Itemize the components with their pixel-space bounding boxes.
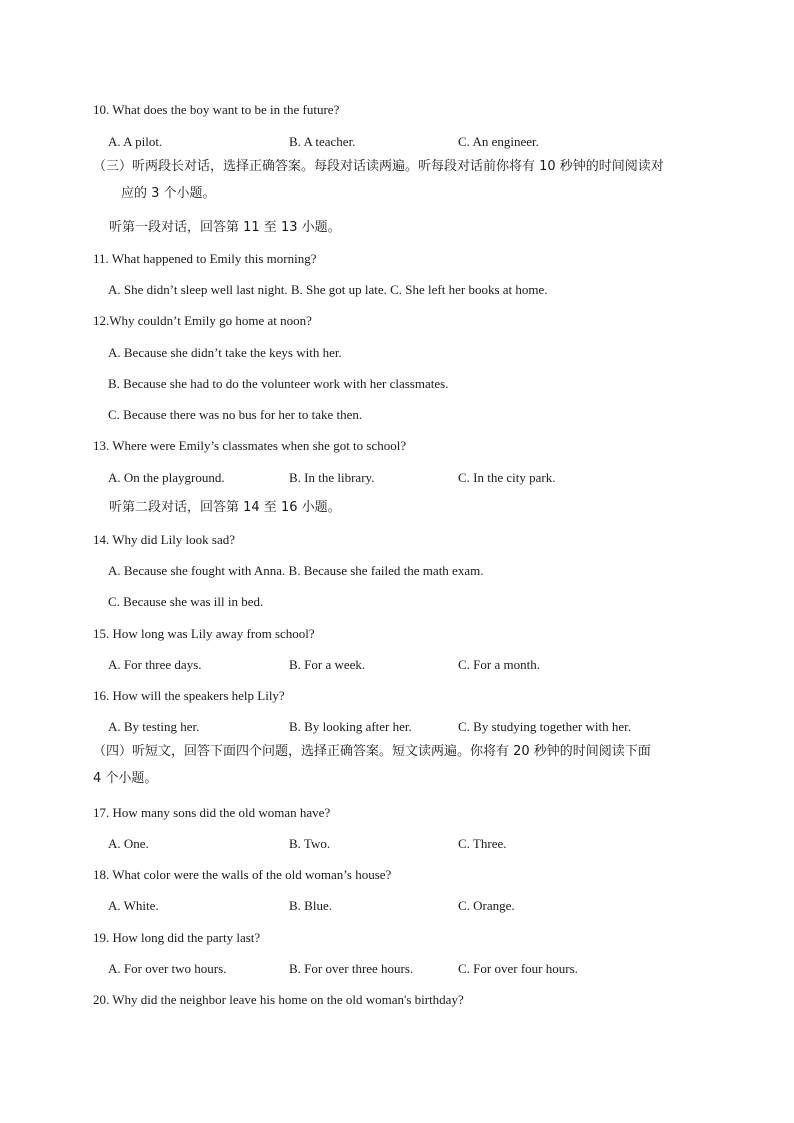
q16-option-c: C. By studying together with her. [458, 719, 631, 734]
q18-option-c: C. Orange. [458, 898, 515, 913]
q13-option-b: B. In the library. [289, 470, 375, 485]
question-12: 12.Why couldn’t Emily go home at noon? [93, 313, 312, 328]
q10-option-c: C. An engineer. [458, 134, 539, 149]
q10-option-b: B. A teacher. [289, 134, 356, 149]
question-19: 19. How long did the party last? [93, 930, 261, 945]
q13-option-c: C. In the city park. [458, 470, 556, 485]
q18-option-b: B. Blue. [289, 898, 332, 913]
q10-option-a: A. A pilot. [108, 134, 163, 149]
question-11: 11. What happened to Emily this morning? [93, 251, 317, 266]
question-10: 10. What does the boy want to be in the future? [93, 102, 340, 117]
q17-option-c: C. Three. [458, 836, 507, 851]
q17-option-b: B. Two. [289, 836, 331, 851]
q16-option-a: A. By testing her. [108, 719, 200, 734]
q19-option-a: A. For over two hours. [108, 961, 227, 976]
section-4-instructions-cont: 4 个小题。 [93, 771, 158, 786]
dialog-1-heading: 听第一段对话，回答第 11 至 13 小题。 [109, 220, 341, 235]
section-3-instructions: （三）听两段长对话，选择正确答案。每段对话读两遍。听每段对话前你将有 10 秒钟的时间阅读对 [93, 159, 664, 174]
question-14: 14. Why did Lily look sad? [93, 532, 236, 547]
q19-option-c: C. For over four hours. [458, 961, 578, 976]
q14-options-ab: A. Because she fought with Anna. B. Because she failed the math exam. [108, 563, 484, 578]
section-4-instructions: （四）听短文，回答下面四个问题，选择正确答案。短文读两遍。你将有 20 秒钟的时间阅读下面 [93, 744, 651, 759]
q14-option-c: C. Because she was ill in bed. [108, 594, 264, 609]
q17-option-a: A. One. [108, 836, 149, 851]
q16-option-b: B. By looking after her. [289, 719, 412, 734]
question-20: 20. Why did the neighbor leave his home on the old woman's birthday? [93, 992, 464, 1007]
q11-options: A. She didn’t sleep well last night. B. She got up late. C. She left her books at home. [108, 282, 548, 297]
q13-option-a: A. On the playground. [108, 470, 225, 485]
question-16: 16. How will the speakers help Lily? [93, 688, 285, 703]
section-3-instructions-cont: 应的 3 个小题。 [121, 186, 216, 201]
q15-option-a: A. For three days. [108, 657, 202, 672]
q15-option-b: B. For a week. [289, 657, 366, 672]
q15-option-c: C. For a month. [458, 657, 540, 672]
question-13: 13. Where were Emily’s classmates when she got to school? [93, 438, 407, 453]
question-18: 18. What color were the walls of the old woman’s house? [93, 867, 392, 882]
q19-option-b: B. For over three hours. [289, 961, 414, 976]
q12-option-a: A. Because she didn’t take the keys with her. [108, 345, 342, 360]
question-15: 15. How long was Lily away from school? [93, 626, 315, 641]
dialog-2-heading: 听第二段对话，回答第 14 至 16 小题。 [109, 500, 341, 515]
q12-option-b: B. Because she had to do the volunteer work with her classmates. [108, 376, 449, 391]
question-17: 17. How many sons did the old woman have? [93, 805, 331, 820]
q12-option-c: C. Because there was no bus for her to take then. [108, 407, 363, 422]
q18-option-a: A. White. [108, 898, 159, 913]
